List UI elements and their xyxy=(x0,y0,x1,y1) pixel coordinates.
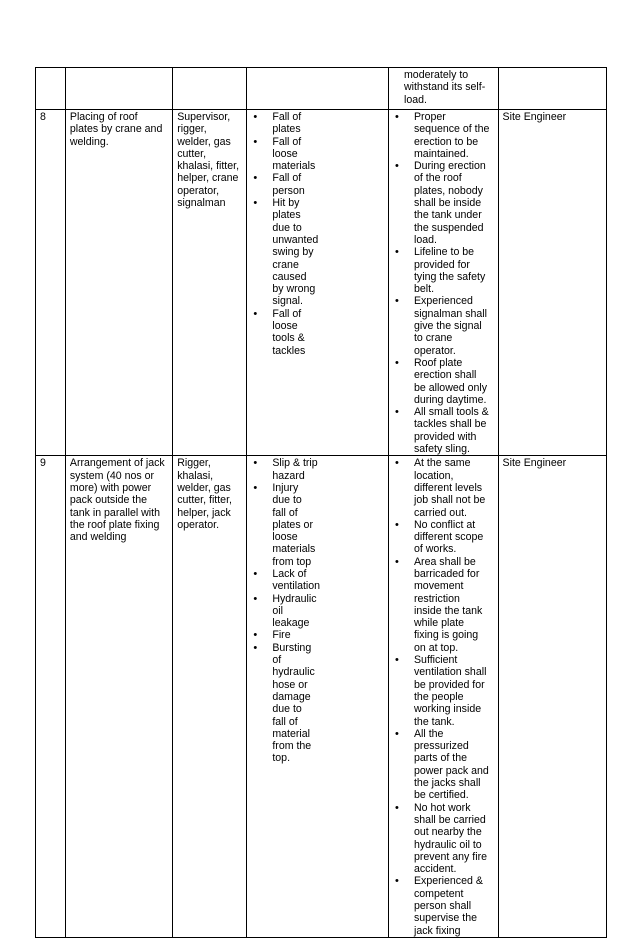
list-item: • No hot work shall be carried out nearby the hydraulic oil to prevent any fire accident. xyxy=(392,802,490,876)
sl-no-cell xyxy=(36,68,66,110)
list-item: • Bursting of hydraulic hose or damage due to fall of material from the top. xyxy=(250,642,318,765)
precautions-list xyxy=(392,111,490,455)
list-item: • Experienced & competent person shall supervise the jack fixing xyxy=(392,875,490,936)
responsibility-cell xyxy=(498,68,606,110)
precautions-cell xyxy=(388,456,498,938)
sl-no-cell: 9 xyxy=(36,456,66,938)
list-item: • Slip & trip hazard xyxy=(250,457,318,482)
precautions-list xyxy=(392,457,490,937)
list-item: • Proper sequence of the erection to be maintained. xyxy=(392,111,490,160)
precautions-cell xyxy=(388,68,498,110)
list-item: • Fall of plates xyxy=(250,111,318,136)
list-item: • No conflict at different scope of works. xyxy=(392,519,490,556)
list-item: • All small tools & tackles shall be provided with safety sling. xyxy=(392,406,490,455)
list-item: • Fall of person xyxy=(250,172,318,197)
list-item: • Injury due to fall of plates or loose materials from top xyxy=(250,482,318,568)
list-item: • Fall of loose materials xyxy=(250,136,318,173)
activity-cell: Arrangement of jack system (40 nos or more) with power pack outside the tank in parallel with the roof plate fixing and welding xyxy=(65,456,172,938)
table-row xyxy=(36,110,607,456)
list-item: • Lifeline to be provided for tying the safety belt. xyxy=(392,246,490,295)
precautions-cell xyxy=(388,110,498,456)
activity-cell xyxy=(65,68,172,110)
hazards-list xyxy=(250,457,380,764)
list-item: • Fall of loose tools & tackles xyxy=(250,308,318,357)
list-item: • Hit by plates due to unwanted swing by crane caused by wrong signal. xyxy=(250,197,318,308)
precaution-text: moderately to withstand its self-load. xyxy=(403,69,486,106)
list-item: • During erection of the roof plates, nobody shall be inside the tank under the suspended load. xyxy=(392,160,490,246)
hazards-cell xyxy=(247,456,389,938)
responsibility-cell: Site Engineer xyxy=(498,110,606,456)
table-row xyxy=(36,456,607,938)
risk-assessment-table xyxy=(35,67,607,938)
list-item: • Area shall be barricaded for movement restriction inside the tank while plate fixing is going on at top. xyxy=(392,556,490,654)
hazards-cell xyxy=(247,110,389,456)
sl-no-cell: 8 xyxy=(36,110,66,456)
manpower-cell: Rigger, khalasi, welder, gas cutter, fitter, helper, jack operator. xyxy=(173,456,247,938)
list-item: • All the pressurized parts of the power pack and the jacks shall be certified. xyxy=(392,728,490,802)
activity-cell: Placing of roof plates by crane and welding. xyxy=(65,110,172,456)
list-item: • Sufficient ventilation shall be provided for the people working inside the tank. xyxy=(392,654,490,728)
table-row-continued xyxy=(36,68,607,110)
hazards-cell xyxy=(247,68,389,110)
list-item: • Experienced signalman shall give the signal to crane operator. xyxy=(392,295,490,356)
manpower-cell xyxy=(173,68,247,110)
list-item: • Hydraulic oil leakage xyxy=(250,593,318,630)
list-item: • Fire xyxy=(250,629,318,641)
hazards-list xyxy=(250,111,380,357)
list-item: • Lack of ventilation xyxy=(250,568,318,593)
list-item: • At the same location, different levels job shall not be carried out. xyxy=(392,457,490,518)
manpower-cell: Supervisor, rigger, welder, gas cutter, khalasi, fitter, helper, crane operator, signalman xyxy=(173,110,247,456)
responsibility-cell: Site Engineer xyxy=(498,456,606,938)
list-item: • Roof plate erection shall be allowed only during daytime. xyxy=(392,357,490,406)
